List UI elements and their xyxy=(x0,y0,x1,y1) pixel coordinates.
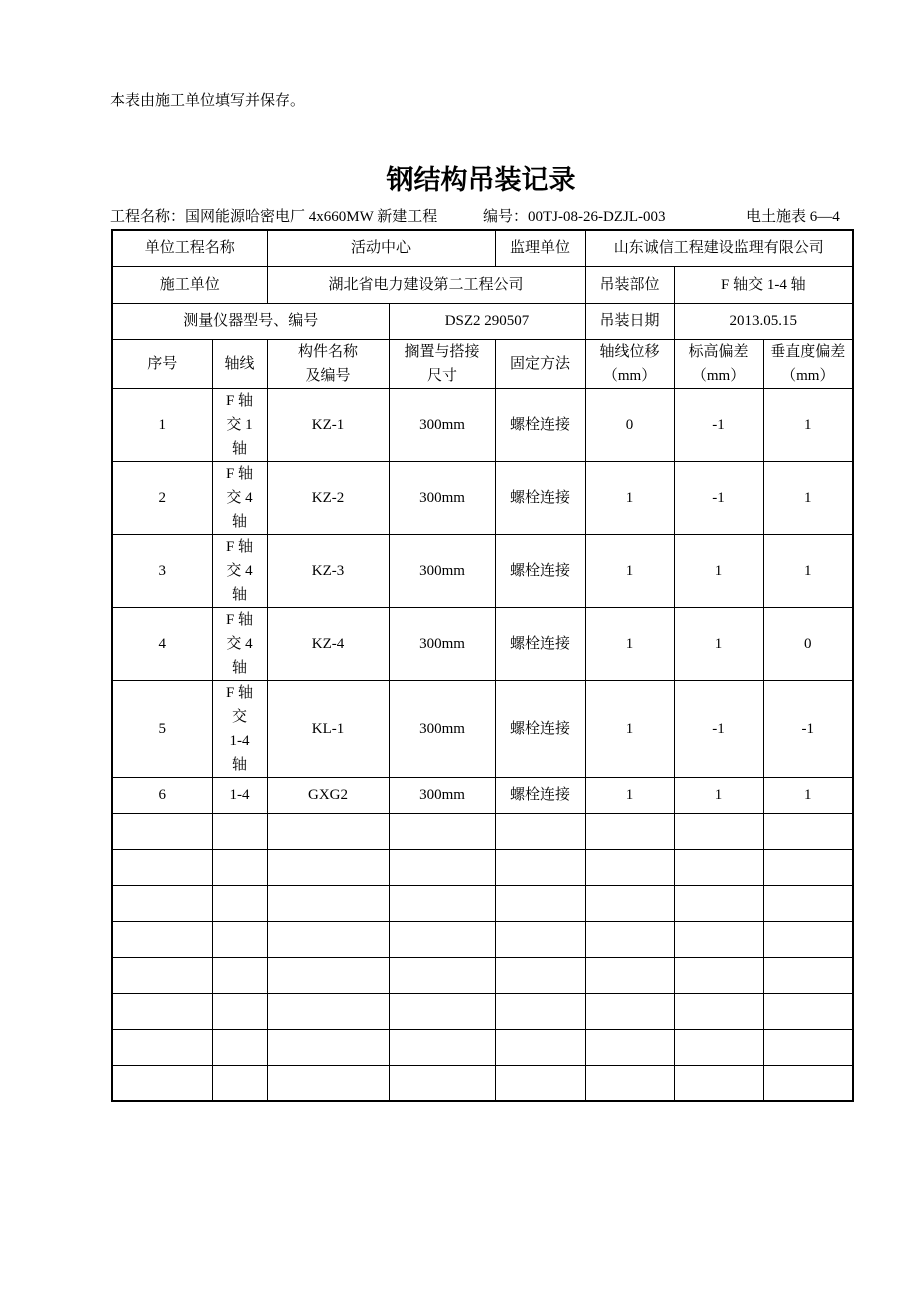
hoist-date-label: 吊装日期 xyxy=(585,303,674,339)
empty-cell xyxy=(389,813,495,849)
cell-axis: F 轴 交 4 轴 xyxy=(212,461,267,534)
empty-cell xyxy=(674,957,763,993)
empty-cell xyxy=(674,885,763,921)
empty-row xyxy=(112,849,853,885)
table-row xyxy=(112,388,853,461)
empty-cell xyxy=(495,1029,585,1065)
empty-cell xyxy=(212,1029,267,1065)
cell-vertical: -1 xyxy=(763,680,853,777)
cell-axis-shift: 1 xyxy=(585,461,674,534)
empty-row xyxy=(112,957,853,993)
empty-cell xyxy=(674,1029,763,1065)
empty-cell xyxy=(763,957,853,993)
cell-seq: 4 xyxy=(112,607,212,680)
cell-seq: 5 xyxy=(112,680,212,777)
empty-cell xyxy=(389,957,495,993)
cell-axis-shift: 1 xyxy=(585,777,674,813)
empty-cell xyxy=(495,1065,585,1101)
empty-row xyxy=(112,1029,853,1065)
cell-axis-shift: 1 xyxy=(585,680,674,777)
cell-bearing: 300mm xyxy=(389,388,495,461)
cell-vertical: 1 xyxy=(763,461,853,534)
contractor-label: 施工单位 xyxy=(112,266,267,303)
header-vertical: 垂直度偏差 （mm） xyxy=(763,339,853,388)
empty-cell xyxy=(495,813,585,849)
cell-axis: F 轴 交 4 轴 xyxy=(212,534,267,607)
cell-axis-shift: 0 xyxy=(585,388,674,461)
empty-cell xyxy=(674,849,763,885)
empty-cell xyxy=(674,993,763,1029)
empty-row xyxy=(112,921,853,957)
cell-elevation: 1 xyxy=(674,534,763,607)
cell-fixing: 螺栓连接 xyxy=(495,680,585,777)
cell-member: KL-1 xyxy=(267,680,389,777)
unit-project-value: 活动中心 xyxy=(267,230,495,266)
empty-cell xyxy=(763,1029,853,1065)
empty-cell xyxy=(389,885,495,921)
cell-vertical: 1 xyxy=(763,388,853,461)
table-row xyxy=(112,680,853,777)
header-row xyxy=(112,339,853,388)
empty-row xyxy=(112,813,853,849)
form-number: 电土施表 6—4 xyxy=(746,209,840,225)
header-elevation: 标高偏差 （mm） xyxy=(674,339,763,388)
empty-cell xyxy=(585,993,674,1029)
empty-cell xyxy=(763,849,853,885)
empty-cell xyxy=(585,1065,674,1101)
table-row xyxy=(112,461,853,534)
empty-cell xyxy=(212,813,267,849)
empty-cell xyxy=(674,921,763,957)
info-row-instrument xyxy=(112,303,853,339)
cell-fixing: 螺栓连接 xyxy=(495,534,585,607)
empty-cell xyxy=(112,957,212,993)
table-row xyxy=(112,534,853,607)
empty-cell xyxy=(389,1029,495,1065)
empty-cell xyxy=(389,921,495,957)
header-member: 构件名称 及编号 xyxy=(267,339,389,388)
table-row xyxy=(112,607,853,680)
record-number: 编号：00TJ-08-26-DZJL-003 xyxy=(483,209,666,225)
cell-axis: F 轴 交 1 轴 xyxy=(212,388,267,461)
table-row xyxy=(112,777,853,813)
empty-row xyxy=(112,1065,853,1101)
empty-cell xyxy=(389,849,495,885)
cell-bearing: 300mm xyxy=(389,461,495,534)
hoist-date-value: 2013.05.15 xyxy=(674,303,853,339)
cell-axis: F 轴 交 4 轴 xyxy=(212,607,267,680)
form-note: 本表由施工单位填写并保存。 xyxy=(110,93,306,109)
cell-elevation: -1 xyxy=(674,388,763,461)
header-fixing: 固定方法 xyxy=(495,339,585,388)
supervisor-value: 山东诚信工程建设监理有限公司 xyxy=(585,230,853,266)
empty-cell xyxy=(763,993,853,1029)
empty-cell xyxy=(112,813,212,849)
empty-cell xyxy=(267,885,389,921)
empty-cell xyxy=(495,885,585,921)
cell-vertical: 1 xyxy=(763,777,853,813)
empty-row xyxy=(112,885,853,921)
cell-axis: 1-4 xyxy=(212,777,267,813)
empty-cell xyxy=(112,1029,212,1065)
cell-member: GXG2 xyxy=(267,777,389,813)
empty-cell xyxy=(763,1065,853,1101)
empty-row xyxy=(112,993,853,1029)
cell-fixing: 螺栓连接 xyxy=(495,777,585,813)
contractor-value: 湖北省电力建设第二工程公司 xyxy=(267,266,585,303)
empty-cell xyxy=(763,813,853,849)
empty-cell xyxy=(389,1065,495,1101)
empty-cell xyxy=(763,885,853,921)
cell-member: KZ-1 xyxy=(267,388,389,461)
empty-cell xyxy=(112,921,212,957)
empty-cell xyxy=(212,993,267,1029)
info-row-unit xyxy=(112,230,853,266)
cell-member: KZ-3 xyxy=(267,534,389,607)
empty-cell xyxy=(585,849,674,885)
hoist-part-value: F 轴交 1-4 轴 xyxy=(674,266,853,303)
instrument-value: DSZ2 290507 xyxy=(389,303,585,339)
cell-bearing: 300mm xyxy=(389,777,495,813)
empty-cell xyxy=(267,921,389,957)
cell-vertical: 1 xyxy=(763,534,853,607)
instrument-label: 测量仪器型号、编号 xyxy=(112,303,389,339)
empty-cell xyxy=(267,1065,389,1101)
cell-axis-shift: 1 xyxy=(585,607,674,680)
cell-member: KZ-4 xyxy=(267,607,389,680)
header-bearing: 搁置与搭接 尺寸 xyxy=(389,339,495,388)
cell-fixing: 螺栓连接 xyxy=(495,607,585,680)
cell-axis: F 轴 交 1-4 轴 xyxy=(212,680,267,777)
cell-seq: 1 xyxy=(112,388,212,461)
empty-cell xyxy=(389,993,495,1029)
empty-cell xyxy=(674,813,763,849)
hoist-part-label: 吊装部位 xyxy=(585,266,674,303)
empty-cell xyxy=(212,921,267,957)
cell-seq: 2 xyxy=(112,461,212,534)
empty-cell xyxy=(267,957,389,993)
hoisting-record-table xyxy=(111,229,854,1102)
empty-cell xyxy=(267,993,389,1029)
empty-cell xyxy=(112,885,212,921)
cell-elevation: -1 xyxy=(674,461,763,534)
unit-project-label: 单位工程名称 xyxy=(112,230,267,266)
header-axis-shift: 轴线位移 （mm） xyxy=(585,339,674,388)
cell-elevation: 1 xyxy=(674,777,763,813)
empty-cell xyxy=(112,1065,212,1101)
cell-bearing: 300mm xyxy=(389,680,495,777)
empty-cell xyxy=(212,885,267,921)
cell-bearing: 300mm xyxy=(389,534,495,607)
empty-cell xyxy=(495,921,585,957)
cell-seq: 6 xyxy=(112,777,212,813)
empty-cell xyxy=(112,849,212,885)
empty-cell xyxy=(674,1065,763,1101)
empty-cell xyxy=(212,957,267,993)
cell-seq: 3 xyxy=(112,534,212,607)
info-row-contractor xyxy=(112,266,853,303)
empty-cell xyxy=(763,921,853,957)
cell-bearing: 300mm xyxy=(389,607,495,680)
empty-cell xyxy=(495,993,585,1029)
empty-cell xyxy=(267,1029,389,1065)
empty-cell xyxy=(585,885,674,921)
cell-elevation: -1 xyxy=(674,680,763,777)
empty-cell xyxy=(585,813,674,849)
document-title: 钢结构吊装记录 xyxy=(386,165,576,196)
cell-fixing: 螺栓连接 xyxy=(495,461,585,534)
empty-cell xyxy=(585,957,674,993)
header-seq: 序号 xyxy=(112,339,212,388)
empty-cell xyxy=(267,813,389,849)
empty-cell xyxy=(495,849,585,885)
empty-cell xyxy=(267,849,389,885)
empty-cell xyxy=(585,1029,674,1065)
empty-cell xyxy=(112,993,212,1029)
cell-member: KZ-2 xyxy=(267,461,389,534)
project-name: 工程名称：国网能源哈密电厂 4x660MW 新建工程 xyxy=(110,209,438,225)
supervisor-label: 监理单位 xyxy=(495,230,585,266)
cell-fixing: 螺栓连接 xyxy=(495,388,585,461)
cell-elevation: 1 xyxy=(674,607,763,680)
empty-cell xyxy=(212,1065,267,1101)
header-axis: 轴线 xyxy=(212,339,267,388)
empty-cell xyxy=(585,921,674,957)
empty-cell xyxy=(495,957,585,993)
empty-cell xyxy=(212,849,267,885)
cell-axis-shift: 1 xyxy=(585,534,674,607)
cell-vertical: 0 xyxy=(763,607,853,680)
